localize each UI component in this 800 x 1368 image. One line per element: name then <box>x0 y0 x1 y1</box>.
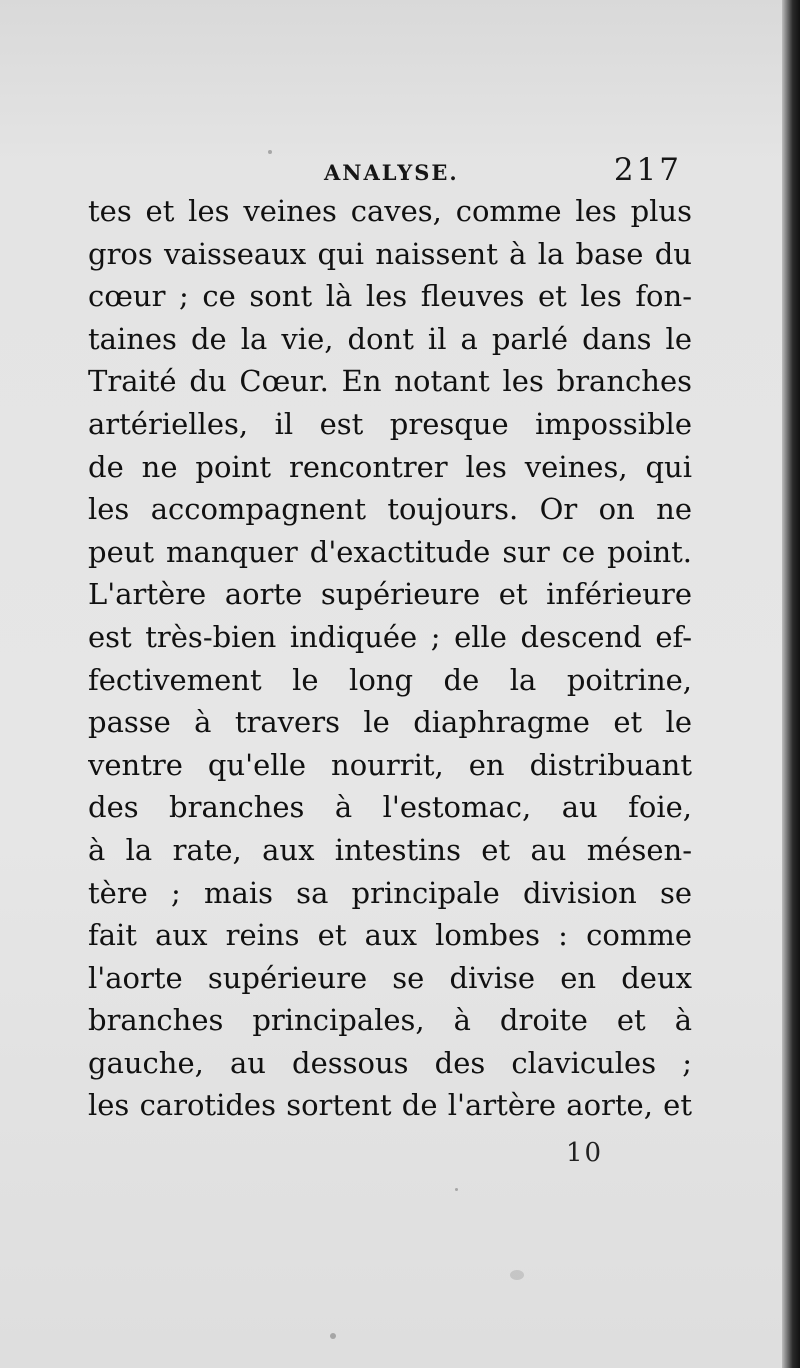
page-spine-shadow <box>782 0 800 1368</box>
text-line: L'artère aorte supérieure et inférieure <box>88 577 692 612</box>
text-line: artérielles, il est presque impossible <box>88 406 692 441</box>
text-line: branches principales, à droite et à <box>88 1003 692 1038</box>
running-title: ANALYSE. <box>324 160 459 185</box>
text-line: de ne point rencontrer les veines, qui <box>88 449 692 484</box>
text-line: taines de la vie, dont il a parlé dans le <box>88 321 692 356</box>
text-line: Traité du Cœur. En notant les branches <box>88 364 692 399</box>
text-line: passe à travers le diaphragme et le <box>88 705 692 740</box>
text-line: les carotides sortent de l'artère aorte, et <box>88 1088 692 1123</box>
text-line: des branches à l'estomac, au foie, <box>88 790 692 825</box>
paper-speck <box>510 1270 524 1280</box>
signature-mark: 10 <box>566 1138 604 1168</box>
text-line: fectivement le long de la poitrine, <box>88 662 692 697</box>
text-line: à la rate, aux intestins et au mésen- <box>88 832 692 867</box>
text-line: est très-bien indiquée ; elle descend ef- <box>88 619 692 654</box>
text-line: les accompagnent toujours. Or on ne <box>88 492 692 527</box>
text-line: tes et les veines caves, comme les plus <box>88 194 692 228</box>
text-line: peut manquer d'exactitude sur ce point. <box>88 534 692 569</box>
text-line: cœur ; ce sont là les fleuves et les fon- <box>88 279 692 314</box>
text-line: gros vaisseaux qui naissent à la base du <box>88 236 692 271</box>
text-line: fait aux reins et aux lombes : comme <box>88 918 692 953</box>
paper-speck <box>330 1333 336 1339</box>
paper-speck <box>455 1188 458 1191</box>
text-line: gauche, au dessous des clavicules ; <box>88 1045 692 1080</box>
text-line: tère ; mais sa principale division se <box>88 875 692 910</box>
page-number: 217 <box>613 152 682 188</box>
body-text <box>88 190 692 1127</box>
text-line: ventre qu'elle nourrit, en distribuant <box>88 747 692 782</box>
text-line: l'aorte supérieure se divise en deux <box>88 960 692 995</box>
running-head <box>88 150 688 190</box>
paper-speck <box>268 150 272 154</box>
